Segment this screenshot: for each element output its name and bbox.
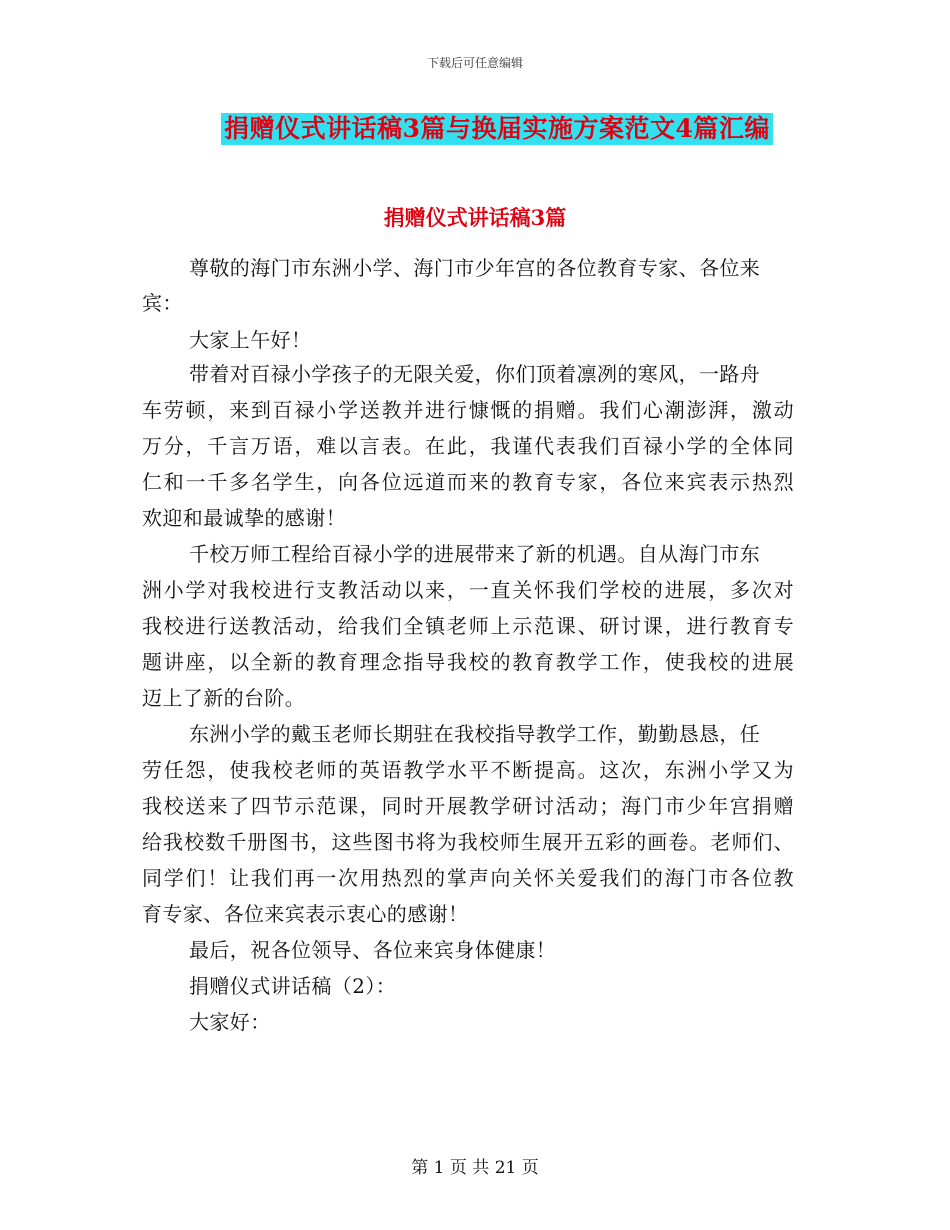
text-line: 题讲座，以全新的教育理念指导我校的教育教学工作，使我校的进展 xyxy=(142,650,794,674)
page-header-note: 下载后可任意编辑 xyxy=(426,56,523,70)
document-title: 捐赠仪式讲话稿3篇与换届实施方案范文4篇汇编 xyxy=(221,113,773,145)
text-line: 育专家、各位来宾表示衷心的感谢！ xyxy=(142,902,469,926)
text-line: 同学们！让我们再一次用热烈的掌声向关怀关爱我们的海门市各位教 xyxy=(142,866,794,890)
text-line: 给我校数千册图书，这些图书将为我校师生展开五彩的画卷。老师们、 xyxy=(142,830,794,854)
text-line: 千校万师工程给百禄小学的进展带来了新的机遇。自从海门市东 xyxy=(189,542,761,566)
text-line: 东洲小学的戴玉老师长期驻在我校指导教学工作，勤勤恳恳，任 xyxy=(189,722,761,746)
document-title-wrap xyxy=(0,113,950,145)
text-line: 洲小学对我校进行支教活动以来，一直关怀我们学校的进展，多次对 xyxy=(142,578,794,602)
text-line: 我校进行送教活动，给我们全镇老师上示范课、研讨课，进行教育专 xyxy=(142,614,794,638)
text-line: 万分，千言万语，难以言表。在此，我谨代表我们百禄小学的全体同 xyxy=(142,434,794,458)
text-line: 劳任怨，使我校老师的英语教学水平不断提高。这次，东洲小学又为 xyxy=(142,758,794,782)
text-line: 捐赠仪式讲话稿（2）： xyxy=(189,974,397,998)
text-line: 车劳顿，来到百禄小学送教并进行慷慨的捐赠。我们心潮澎湃，激动 xyxy=(142,398,794,422)
text-line: 仁和一千多名学生，向各位远道而来的教育专家，各位来宾表示热烈 xyxy=(142,470,794,494)
text-line: 尊敬的海门市东洲小学、海门市少年宫的各位教育专家、各位来 xyxy=(189,256,761,280)
text-line: 欢迎和最诚挚的感谢！ xyxy=(142,506,346,530)
text-line: 宾： xyxy=(142,291,183,315)
section-title: 捐赠仪式讲话稿3篇 xyxy=(383,205,567,230)
page-footer-number: 第 1 页 共 21 页 xyxy=(411,1158,539,1178)
text-line: 迈上了新的台阶。 xyxy=(142,686,306,710)
text-line: 带着对百禄小学孩子的无限关爱，你们顶着凛冽的寒风，一路舟 xyxy=(189,362,761,386)
text-line: 我校送来了四节示范课，同时开展教学研讨活动；海门市少年宫捐赠 xyxy=(142,794,794,818)
text-line: 大家好： xyxy=(189,1010,271,1034)
text-line: 最后，祝各位领导、各位来宾身体健康！ xyxy=(189,938,557,962)
text-line: 大家上午好！ xyxy=(189,328,312,352)
